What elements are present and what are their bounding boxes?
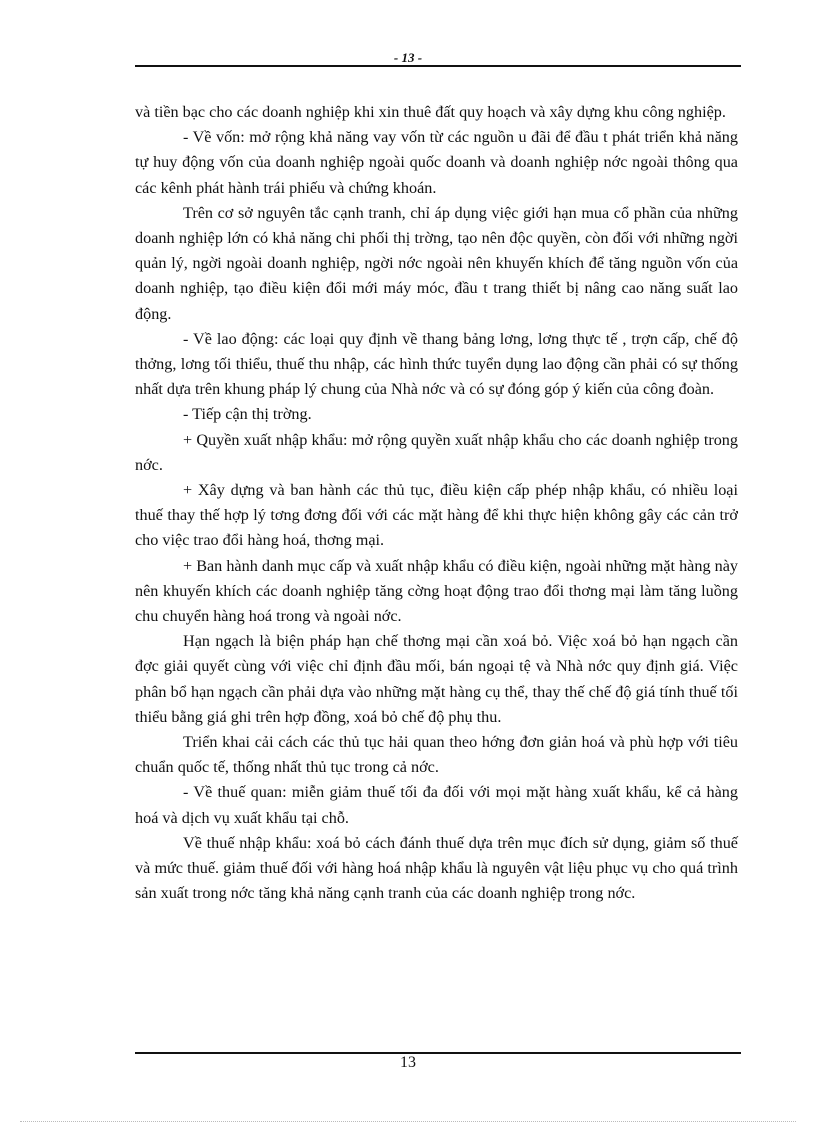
paragraph-customs: Triển khai cải cách các thủ tục hải quan theo hớng đơn giản hoá và phù hợp với tiêu chuẩn quốc tế, thống nhất thủ tục trong cả nớc. [135, 733, 738, 777]
paragraph-import-export-rights: + Quyền xuất nhập khẩu: mở rộng quyền xuất nhập khẩu cho các doanh nghiệp trong nớc. [135, 430, 738, 474]
page-footer-number: 13 [400, 1054, 416, 1071]
body-text [135, 100, 738, 907]
paragraph-import-tax: Về thuế nhập khẩu: xoá bỏ cách đánh thuế dựa trên mục đích sử dụng, giảm số thuế và mức thuế. giảm thuế đối với hàng hoá nhập khẩu là nguyên vật liệu phục vụ cho quá trình sản xuất trong nớc tăng khả năng cạnh tranh của các doanh nghiệp trong nớc. [135, 833, 738, 903]
paragraph-tariff: - Về thuế quan: miễn giảm thuế tối đa đối với mọi mặt hàng xuất khẩu, kể cả hàng hoá và dịch vụ xuất khẩu tại chỗ. [135, 783, 738, 827]
paragraph-conditional-list: + Ban hành danh mục cấp và xuất nhập khẩu có điều kiện, ngoài những mặt hàng này nên khuyến khích các doanh nghiệp tăng cờng hoạt động trao đổi thơng mại làm tăng luồng chu chuyển hàng hoá trong và ngoài nớc. [135, 556, 738, 626]
paragraph-quota: Hạn ngạch là biện pháp hạn chế thơng mại cần xoá bỏ. Việc xoá bỏ hạn ngạch cần đợc giải quyết cùng với việc chỉ định đầu mối, bán ngoại tệ và Nhà nớc quy định giá. Việc phân bổ hạn ngạch cần phải dựa vào những mặt hàng cụ thể, thay thế chế độ giá tính thuế tối thiểu bằng giá ghi trên hợp đồng, xoá bỏ chế độ phụ thu. [135, 632, 738, 726]
header-rule [135, 65, 741, 67]
paragraph-continued: và tiền bạc cho các doanh nghiệp khi xin thuê đất quy hoạch và xây dựng khu công nghiệp. [135, 103, 726, 121]
paragraph-capital: - Về vốn: mở rộng khả năng vay vốn từ các nguồn u đãi để đầu t phát triển khả năng tự huy động vốn của doanh nghiệp ngoài quốc doanh và doanh nghiệp nớc ngoài thông qua các kênh phát hành trái phiếu và chứng khoán. [135, 128, 738, 197]
paragraph-labor: - Về lao động: các loại quy định về thang bảng lơng, lơng thực tế , trợn cấp, chế độ thởng, lơng tối thiểu, thuế thu nhập, các hình thức tuyển dụng lao động cần phải có sự thống nhất dựa trên khung pháp lý chung của Nhà nớc và có sự đóng góp ý kiến của công đoàn. [135, 329, 738, 399]
paragraph-competition: Trên cơ sở nguyên tắc cạnh tranh, chỉ áp dụng việc giới hạn mua cổ phần của những doanh nghiệp lớn có khả năng chi phối thị trờng, tạo nên độc quyền, còn đối với những ngời quản lý, ngời ngoài doanh nghiệp, ngời nớc ngoài nên khuyến khích để tăng nguồn vốn của doanh nghiệp, tạo điều kiện đổi mới máy móc, đầu t trang thiết bị nâng cao năng suất lao động. [135, 203, 738, 323]
paragraph-import-procedures: + Xây dựng và ban hành các thủ tục, điều kiện cấp phép nhập khẩu, có nhiều loại thuế thay thế hợp lý tơng đơng đối với các mặt hàng để khi thực hiện không gây các cản trở cho việc trao đổi hàng hoá, thơng mại. [135, 481, 738, 550]
page-header-number: - 13 - [393, 50, 423, 65]
paragraph-market-access: - Tiếp cận thị trờng. [183, 405, 312, 424]
page-bottom-edge [20, 1121, 796, 1122]
